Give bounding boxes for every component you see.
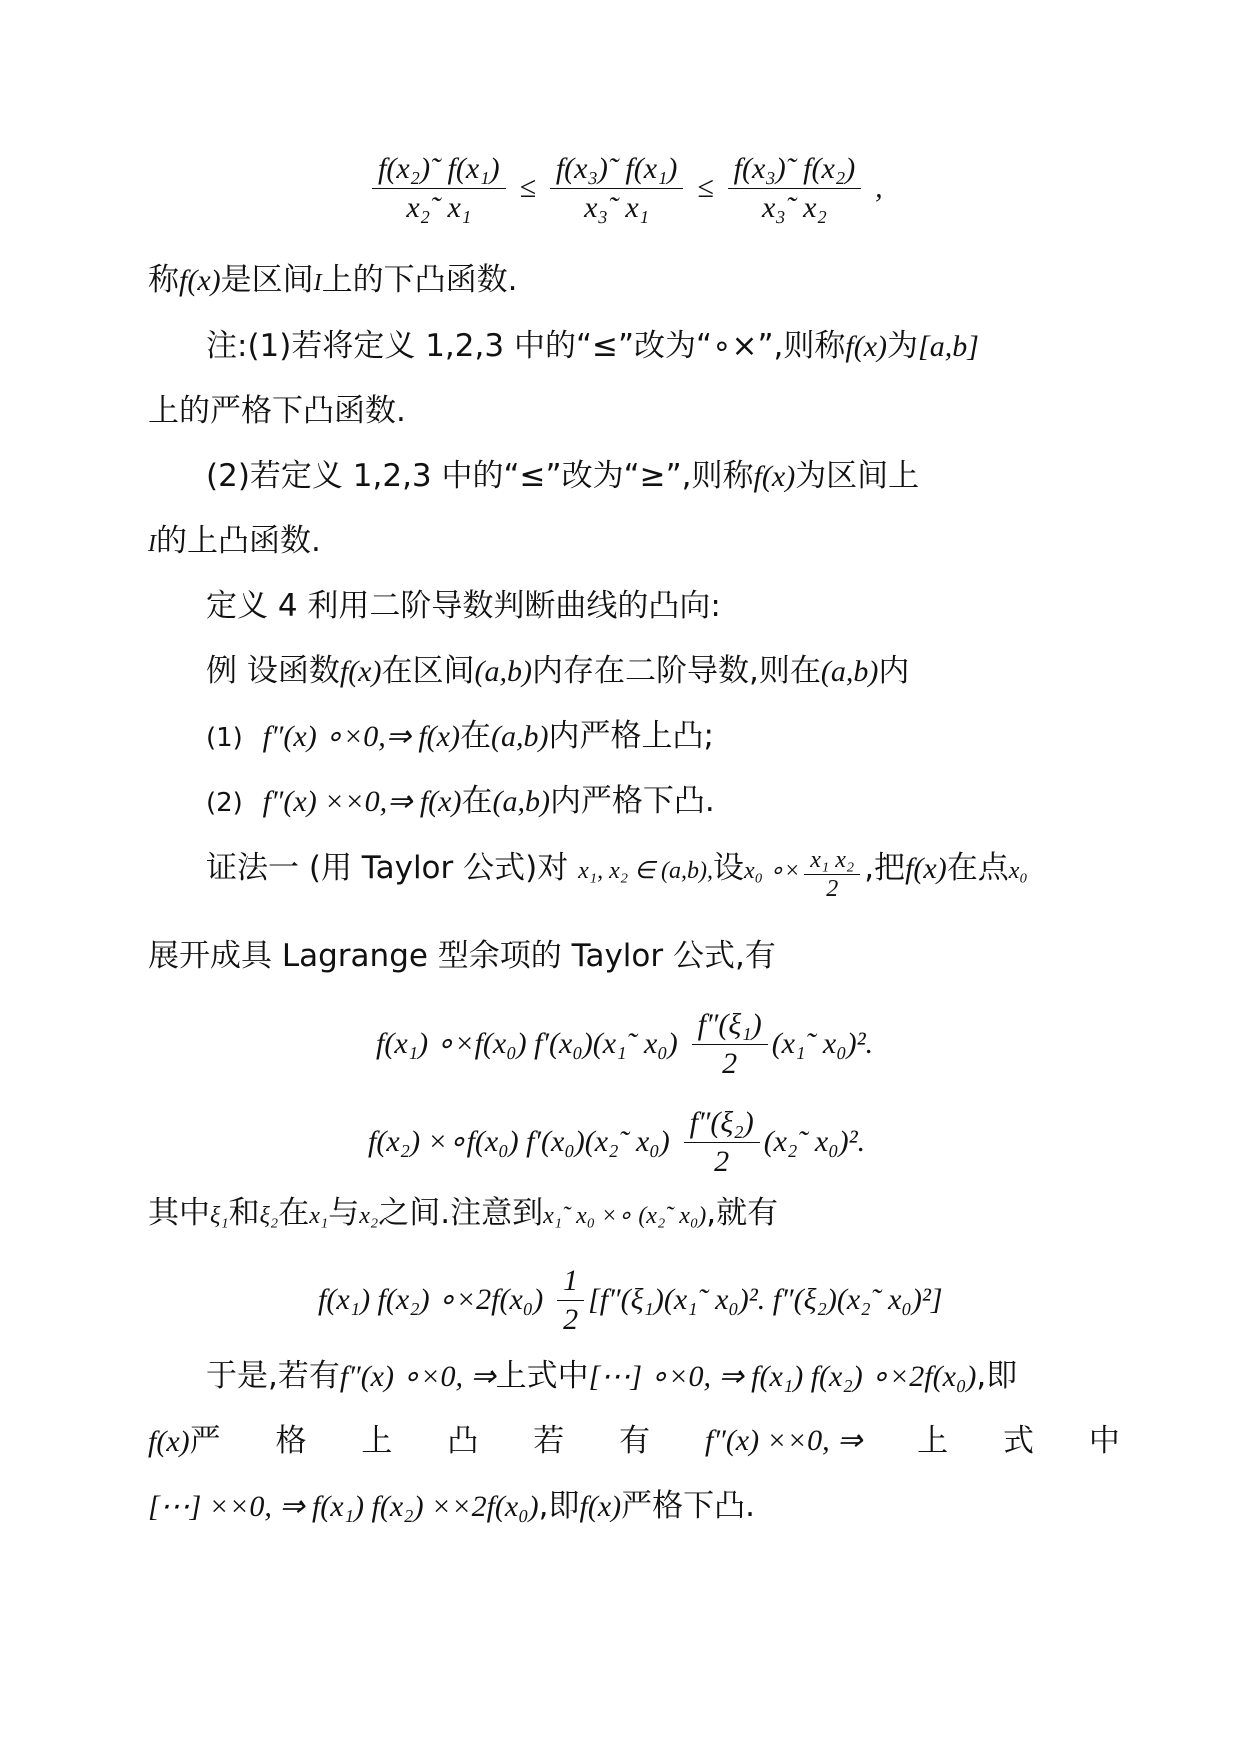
one-half-fraction: $\frac{1}{2}$ — [557, 1262, 584, 1339]
paragraph-lower-convex: 称f(x)是区间I上的下凸函数. — [148, 262, 518, 298]
definition-4: 定义 4 利用二阶导数判断曲线的凸向: — [206, 588, 721, 624]
midpoint-fraction: $\frac{\text{x₁ x₂}}{2}$ — [804, 846, 860, 903]
equation-convexity-inequality: $\frac{\text{f(x₂)˜ f(x₁)}}{\text{x₂˜ x₁}}$ ≤ $\frac{\text{f(x₃)˜ f(x₁)}}{\text{x₃˜ x₁}}$ ≤ $\frac{\text{f(x₃)˜ f(x₂)}}{\text{x₃˜ x₂}}$ , — [368, 150, 883, 227]
proof-continued: 展开成具 Lagrange 型余项的 Taylor 公式,有 — [148, 938, 776, 974]
conclusion-2: f(x)严 格 上 凸 若 有 f″(x) ××0, ⇒ 上 式 中 — [148, 1423, 1120, 1459]
paragraph-where: 其中ξ₁和ξ₂在x₁与x₂之间.注意到x₁˜ x₀ ×∘ (x₂˜ x₀),就有 — [148, 1195, 779, 1231]
note-1: 注:(1)若将定义 1,2,3 中的“≤”改为“∘×”,则称f(x)为[a,b] — [206, 328, 979, 364]
case-2: (2) f″(x) ××0,⇒ f(x)在(a,b)内严格下凸. — [206, 783, 715, 819]
conclusion-1: 于是,若有f″(x) ∘×0, ⇒上式中[⋯] ∘×0, ⇒ f(x₁) f(x₂) ∘×2f(x₀),即 — [206, 1358, 1018, 1394]
case-1: (1) f″(x) ∘×0,⇒ f(x)在(a,b)内严格上凸; — [206, 718, 714, 754]
example: 例 设函数f(x)在区间(a,b)内存在二阶导数,则在(a,b)内 — [206, 653, 910, 689]
fraction-2: $\frac{\text{f(x₃)˜ f(x₁)}}{\text{x₃˜ x₁}}$ — [550, 150, 684, 227]
fraction-3: $\frac{\text{f(x₃)˜ f(x₂)}}{\text{x₃˜ x₂}}$ — [728, 150, 862, 227]
conclusion-3: [⋯] ××0, ⇒ f(x₁) f(x₂) ××2f(x₀),即f(x)严格下凸. — [148, 1488, 756, 1524]
sum-equation: f(x₁) f(x₂) ∘×2f(x₀) $\frac{1}{2}$ [f″(ξ₁)(x₁˜ x₀)². f″(ξ₂)(x₂˜ x₀)²] — [318, 1262, 943, 1339]
taylor-1-fraction: $\frac{\text{f″(ξ₁)}}{2}$ — [692, 1006, 768, 1083]
note-2-continued: I的上凸函数. — [148, 523, 321, 559]
taylor-expansion-1: f(x₁) ∘×f(x₀) f′(x₀)(x₁˜ x₀) $\frac{\text{f″(ξ₁)}}{2}$ (x₁˜ x₀)². — [376, 1006, 873, 1083]
proof-intro: 证法一 (用 Taylor 公式)对 x₁, x₂ ∈ (a,b),设x₀ ∘× $\frac{\text{x₁ x₂}}{2}$ ,把f(x)在点x₀ — [206, 847, 1028, 902]
note-1-continued: 上的严格下凸函数. — [148, 393, 406, 429]
taylor-2-fraction: $\frac{\text{f″(ξ₂)}}{2}$ — [684, 1104, 760, 1181]
fraction-1: $\frac{\text{f(x₂)˜ f(x₁)}}{\text{x₂˜ x₁}}$ — [372, 150, 506, 227]
note-2: (2)若定义 1,2,3 中的“≤”改为“≥”,则称f(x)为区间上 — [206, 458, 920, 494]
taylor-expansion-2: f(x₂) ×∘f(x₀) f′(x₀)(x₂˜ x₀) $\frac{\text{f″(ξ₂)}}{2}$ (x₂˜ x₀)². — [368, 1104, 865, 1181]
